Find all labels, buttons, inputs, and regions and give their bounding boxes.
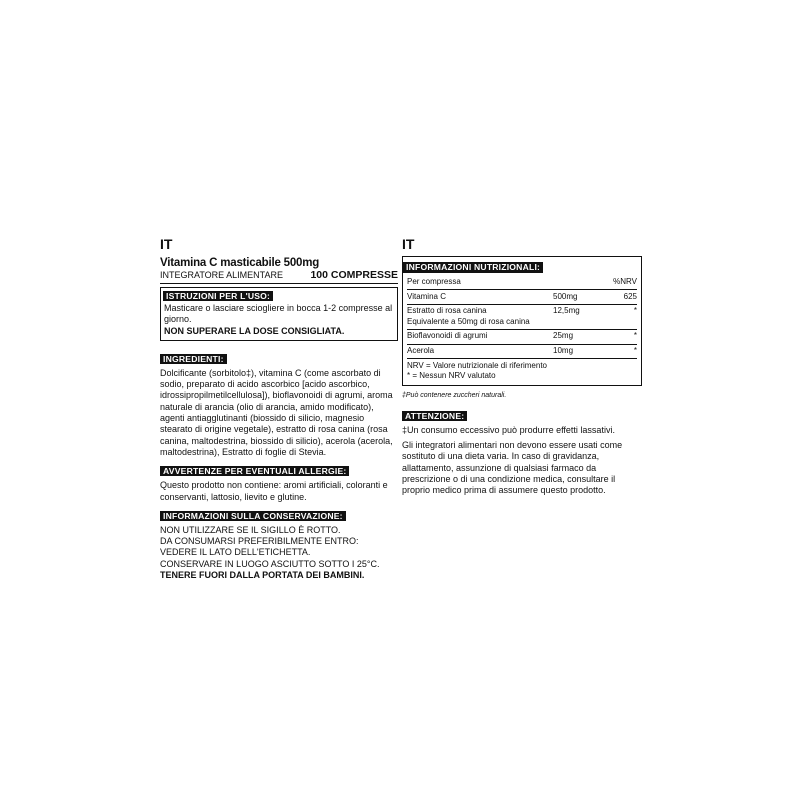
- nutrient-amount: [553, 317, 613, 328]
- table-row: [407, 331, 637, 342]
- allergy-text: Questo prodotto non contiene: aromi artificiali, coloranti e conservanti, lattosio, lievito e glutine.: [160, 480, 388, 502]
- storage-line-3: CONSERVARE IN LUOGO ASCIUTTO SOTTO I 25°C.: [160, 558, 380, 569]
- storage-section: [160, 506, 398, 581]
- nrv-footnote: NRV = Valore nutrizionale di riferimento: [407, 360, 547, 370]
- nutrient-name: Estratto di rosa canina: [407, 306, 487, 316]
- usage-box: [160, 287, 398, 341]
- nutrient-amount: 25mg: [553, 331, 574, 341]
- ingredients-text: Dolcificante (sorbitolo‡), vitamina C (come ascorbato di sodio, preparato di acido ascorbico [acido ascorbico, idrossipropilmetilcellulosa]), bioflavonoidi di agrumi, aroma naturale di arancia (olio di arancia, amido modificato), agenti antiagglutinanti (biossido di silicio, magnesio stearato di origine vegetale), estratto di rosa canina (rosa canina, maltodestrina, biossido di silicio), acerola (acerola, maltodestrina), Estratto di foglie di Stevia.: [160, 367, 393, 457]
- left-column: [160, 236, 398, 581]
- header-rule: [407, 289, 637, 290]
- storage-header: INFORMAZIONI SULLA CONSERVAZIONE:: [160, 511, 346, 521]
- footer-rule: [407, 358, 637, 359]
- row-divider: [407, 304, 637, 305]
- ingredients-header: INGREDIENTI:: [160, 354, 227, 364]
- nutrition-header: INFORMAZIONI NUTRIZIONALI:: [403, 262, 543, 273]
- attention-line-1: ‡Un consumo eccessivo può produrre effetti lassativi.: [402, 424, 615, 435]
- row-divider: [407, 329, 637, 330]
- table-row: [407, 306, 637, 317]
- usage-section: [160, 287, 398, 341]
- sugar-note: ‡Può contenere zuccheri naturali.: [402, 391, 507, 399]
- nutrient-amount: 12,5mg: [553, 306, 580, 316]
- table-row: [407, 317, 637, 328]
- right-column: [402, 236, 642, 497]
- nutrient-name: Vitamina C: [407, 291, 446, 301]
- usage-warning: NON SUPERARE LA DOSE CONSIGLIATA.: [164, 325, 345, 336]
- nutrient-nrv: *: [633, 331, 637, 341]
- usage-text: Masticare o lasciare sciogliere in bocca 1-2 compresse al giorno.: [164, 303, 393, 325]
- nutrient-name: Equivalente a 50mg di rosa canina: [407, 316, 530, 326]
- attention-header: ATTENZIONE:: [402, 411, 467, 421]
- product-subtitle-row: [160, 270, 398, 281]
- nutrition-column-headers: [407, 277, 637, 288]
- ingredients-section: [160, 349, 398, 458]
- language-code: IT: [160, 236, 173, 252]
- nutrient-nrv: 625: [623, 291, 637, 301]
- nutrient-nrv: *: [633, 345, 637, 355]
- title-rule: [160, 283, 398, 284]
- nutrient-amount: 500mg: [553, 291, 578, 301]
- storage-line-1: NON UTILIZZARE SE IL SIGILLO È ROTTO.: [160, 524, 341, 535]
- storage-line-4: TENERE FUORI DALLA PORTATA DEI BAMBINI.: [160, 570, 365, 581]
- column-per-tablet: Per compressa: [407, 277, 461, 286]
- nutrient-nrv: *: [633, 306, 637, 316]
- allergy-section: [160, 461, 398, 503]
- language-code: IT: [402, 236, 415, 252]
- attention-text: Gli integratori alimentari non devono essere usati come sostituto di una dieta varia. In caso di gravidanza, allattamento, assunzione di qualsiasi farmaco da prescrizione o di una condizione medica, consultare il proprio medico prima di assumere questo prodotto.: [402, 440, 623, 496]
- nutrient-name: Acerola: [407, 345, 435, 355]
- nutrition-table: [402, 256, 642, 386]
- table-row: [407, 346, 637, 357]
- column-nrv: %NRV: [613, 277, 637, 286]
- usage-header: ISTRUZIONI PER L'USO:: [163, 291, 273, 301]
- product-category: INTEGRATORE ALIMENTARE: [160, 270, 284, 280]
- row-divider: [407, 344, 637, 345]
- no-nrv-footnote: * = Nessun NRV valutato: [407, 371, 496, 381]
- product-title: Vitamina C masticabile 500mg: [160, 257, 320, 269]
- nutrient-amount: 10mg: [553, 345, 574, 355]
- nutrient-nrv: [613, 317, 637, 328]
- storage-line-2: DA CONSUMARSI PREFERIBILMENTE ENTRO: VEDERE IL LATO DELL'ETICHETTA.: [160, 536, 359, 558]
- table-row: [407, 292, 637, 303]
- attention-section: [402, 406, 642, 497]
- allergy-header: AVVERTENZE PER EVENTUALI ALLERGIE:: [160, 466, 349, 476]
- tablet-count: 100 COMPRESSE: [310, 269, 398, 281]
- nutrient-name: Bioflavonoidi di agrumi: [407, 331, 488, 341]
